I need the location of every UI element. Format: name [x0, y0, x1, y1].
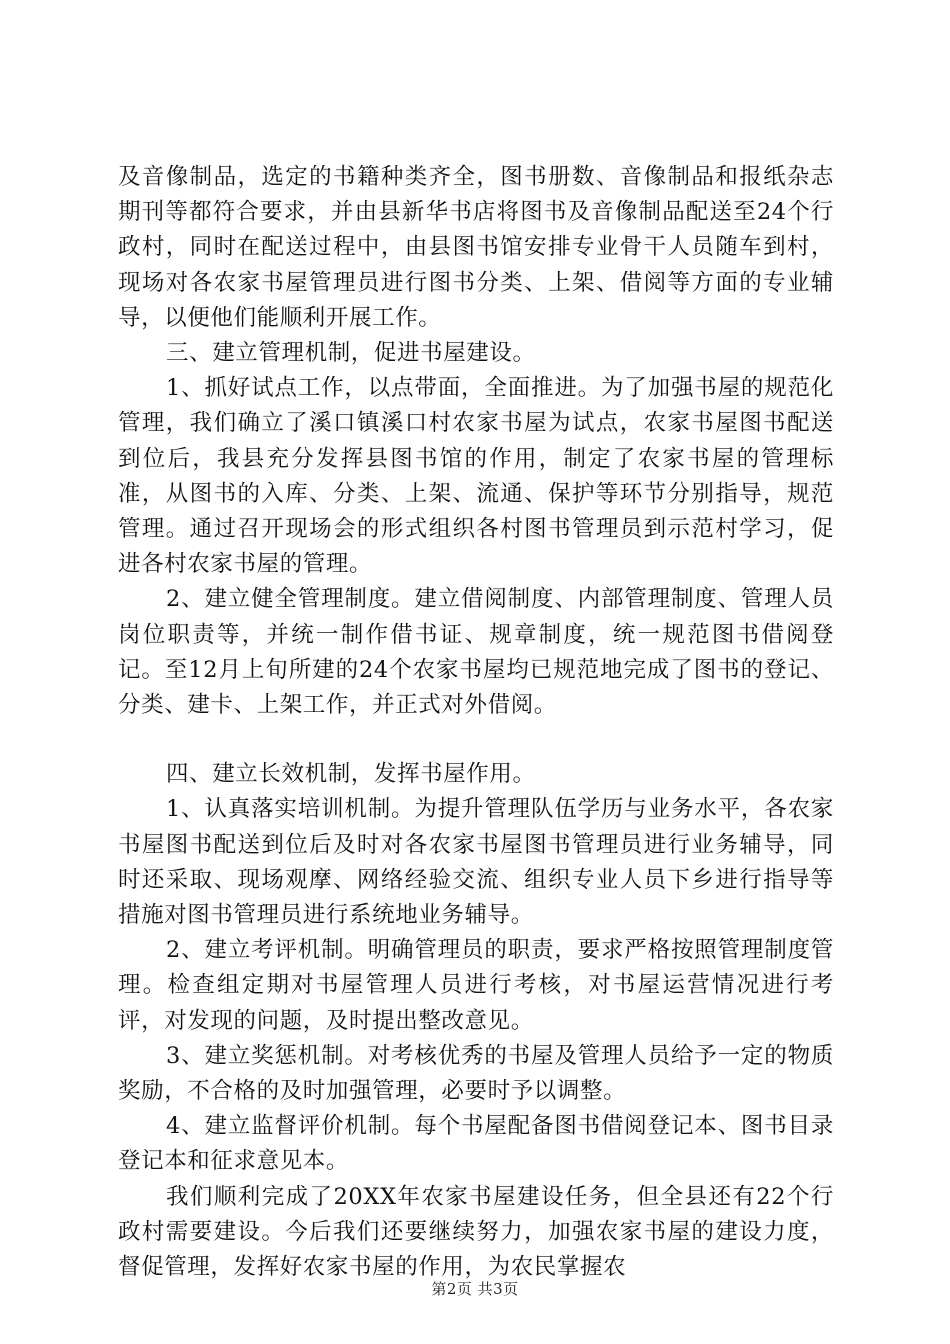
paragraph-4-1: 1、认真落实培训机制。为提升管理队伍学历与业务水平，各农家书屋图书配送到位后及时对各农家书屋图书管理员进行业务辅导，同时还采取、现场观摩、网络经验交流、组织专业人员下乡进行指导等措施对图书管理员进行系统地业务辅导。	[118, 796, 834, 929]
section-heading-3: 三、建立管理机制，促进书屋建设。	[166, 340, 536, 367]
paragraph-3-1: 1、抓好试点工作，以点带面，全面推进。为了加强书屋的规范化管理，我们确立了溪口镇溪口村农家书屋为试点，农家书屋图书配送到位后，我县充分发挥县图书馆的作用，制定了农家书屋的管理标准，从图书的入库、分类、上架、流通、保护等环节分别指导，规范管理。通过召开现场会的形式组织各村图书管理员到示范村学习，促进各村农家书屋的管理。	[118, 375, 834, 578]
paragraph-closing: 我们顺利完成了20XX年农家书屋建设任务，但全县还有22个行政村需要建设。今后我们还要继续努力，加强农家书屋的建设力度，督促管理，发挥好农家书屋的作用，为农民掌握农	[118, 1183, 834, 1281]
page-number-footer: 第2页 共3页	[431, 1280, 519, 1298]
document-body	[118, 160, 834, 1285]
paragraph-4-4: 4、建立监督评价机制。每个书屋配备图书借阅登记本、图书目录登记本和征求意见本。	[118, 1113, 834, 1175]
section-heading-4: 四、建立长效机制，发挥书屋作用。	[166, 761, 536, 788]
paragraph-4-2: 2、建立考评机制。明确管理员的职责，要求严格按照管理制度管理。检查组定期对书屋管理人员进行考核，对书屋运营情况进行考评，对发现的问题，及时提出整改意见。	[118, 937, 834, 1034]
paragraph-continuation: 及音像制品，选定的书籍种类齐全，图书册数、音像制品和报纸杂志期刊等都符合要求，并由县新华书店将图书及音像制品配送至24个行政村，同时在配送过程中，由县图书馆安排专业骨干人员随车到村，现场对各农家书屋管理员进行图书分类、上架、借阅等方面的专业辅导，以便他们能顺利开展工作。	[118, 164, 834, 331]
paragraph-4-3: 3、建立奖惩机制。对考核优秀的书屋及管理人员给予一定的物质奖励，不合格的及时加强管理，必要时予以调整。	[118, 1042, 834, 1105]
paragraph-3-2: 2、建立健全管理制度。建立借阅制度、内部管理制度、管理人员岗位职责等，并统一制作借书证、规章制度，统一规范图书借阅登记。至12月上旬所建的24个农家书屋均已规范地完成了图书的登记、分类、建卡、上架工作，并正式对外借阅。	[118, 586, 834, 719]
